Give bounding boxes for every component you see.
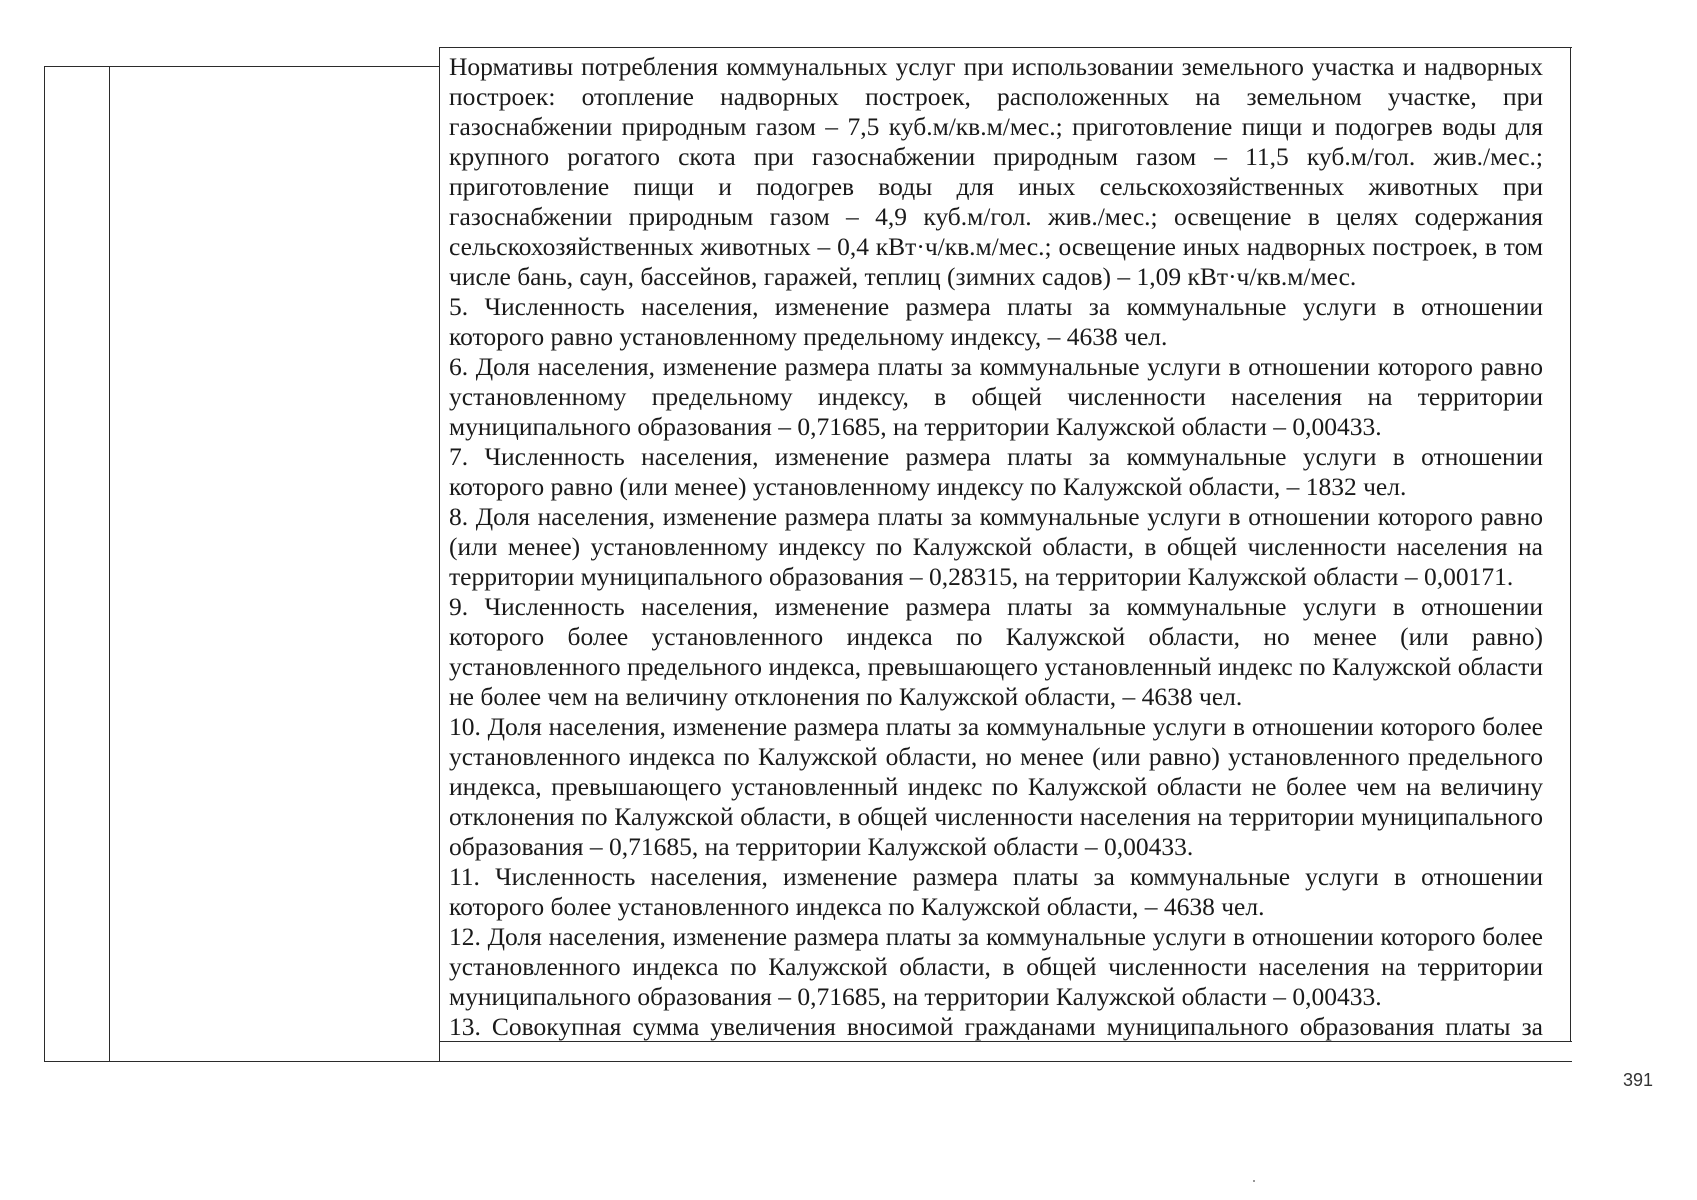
paragraph-item-13: 13. Совокупная сумма увеличения вносимой гражданами муниципального образования платы за [449,1012,1543,1041]
table-top-border-left [44,66,439,67]
paragraph-item-6: 6. Доля населения, изменение размера платы за коммунальные услуги в отношении которого равно установленному предельному индексу, в общей численности населения на территории муниципального образования – 0,71685, на территории Калужской области – 0,00433. [449,352,1543,441]
page-number: 391 [1622,1070,1653,1090]
table-text-cell [449,52,1543,1042]
table-bottom-border [44,1061,1572,1062]
scan-speck [1253,1180,1255,1182]
table-col-border-right [1570,47,1571,1042]
table-top-border-right [439,47,1572,48]
paragraph-item-8: 8. Доля населения, изменение размера платы за коммунальные услуги в отношении которого равно (или менее) установленному индексу по Калужской области, в общей численности населения на территории муниципального образования – 0,28315, на территории Калужской области – 0,00171. [449,502,1543,591]
table-col-border-1 [44,66,45,1062]
paragraph-norms: Нормативы потребления коммунальных услуг при использовании земельного участка и надворных построек: отопление надворных построек, расположенных на земельном участке, при газоснабжении природным газом – 7,5 куб.м/кв.м/мес.; приготовление пищи и подогрев воды для крупного рогатого скота при газоснабжении природным газом – 11,5 куб.м/гол. жив./мес.; приготовление пищи и подогрев воды для иных сельскохозяйственных животных при газоснабжении природным газом – 4,9 куб.м/гол. жив./мес.; освещение в целях содержания сельскохозяйственных животных – 0,4 кВт·ч/кв.м/мес.; освещение иных надворных построек, в том числе бань, саун, бассейнов, гаражей, теплиц (зимних садов) – 1,09 кВт·ч/кв.м/мес. [449,52,1543,291]
paragraph-item-5: 5. Численность населения, изменение размера платы за коммунальные услуги в отношении которого равно установленному предельному индексу, – 4638 чел. [449,292,1543,351]
table-col-border-3 [439,47,440,1062]
paragraph-item-12: 12. Доля населения, изменение размера платы за коммунальные услуги в отношении которого более установленного индекса по Калужской области, в общей численности населения на территории муниципального образования – 0,71685, на территории Калужской области – 0,00433. [449,922,1543,1011]
paragraph-item-9: 9. Численность населения, изменение размера платы за коммунальные услуги в отношении которого более установленного индекса по Калужской области, но менее (или равно) установленного предельного индекса, превышающего установленный индекс по Калужской области не более чем на величину отклонения по Калужской области, – 4638 чел. [449,592,1543,711]
paragraph-item-11: 11. Численность населения, изменение размера платы за коммунальные услуги в отношении которого более установленного индекса по Калужской области, – 4638 чел. [449,862,1543,921]
paragraph-item-10: 10. Доля населения, изменение размера платы за коммунальные услуги в отношении которого более установленного индекса по Калужской области, но менее (или равно) установленного предельного индекса, превышающего установленный индекс по Калужской области не более чем на величину отклонения по Калужской области, в общей численности населения на территории муниципального образования – 0,71685, на территории Калужской области – 0,00433. [449,712,1543,861]
table-col-border-2 [109,66,110,1062]
paragraph-item-7: 7. Численность населения, изменение размера платы за коммунальные услуги в отношении которого равно (или менее) установленному индексу по Калужской области, – 1832 чел. [449,442,1543,501]
